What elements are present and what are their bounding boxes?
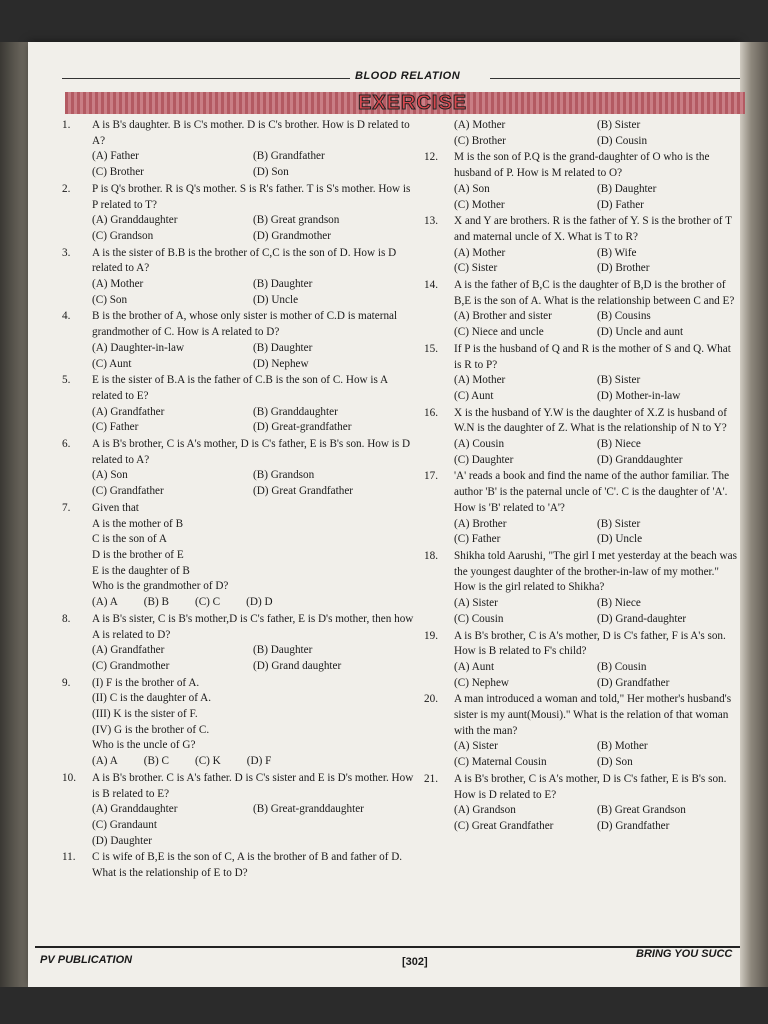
answer-option: (B) Cousins — [597, 310, 651, 323]
question-text: A is B's brother, C is A's mother, D is C's father, E is B's son. How is D related to E? — [454, 772, 727, 801]
answer-option: (A) Son — [92, 469, 128, 482]
answer-option: (C) Brother — [92, 166, 144, 179]
answer-option: (A) Granddaughter — [92, 803, 178, 816]
answer-option: (A) Mother — [454, 374, 506, 387]
answer-option: (D) Uncle and aunt — [597, 326, 684, 339]
question-number: 12. — [424, 151, 438, 164]
question-number: 14. — [424, 279, 438, 292]
answer-option: (A) Cousin — [454, 438, 505, 451]
question-text: A is B's daughter. B is C's mother. D is C's brother. How is D related to A? — [92, 119, 410, 147]
answer-options — [424, 246, 740, 277]
answer-option: (C) Son — [92, 293, 128, 306]
answer-options — [424, 660, 740, 691]
question-stem — [62, 850, 414, 881]
question-item — [424, 150, 740, 213]
header-rule-left — [62, 78, 350, 79]
question-text: A is B's brother, C is A's mother, D is C's father, F is A's son. How is B related to F's child? — [454, 629, 726, 658]
answer-option: (C) Grandaunt — [92, 818, 157, 831]
publisher-name: PV PUBLICATION — [40, 954, 133, 966]
answer-option: (A) Brother and sister — [454, 310, 552, 323]
question-number: 21. — [424, 772, 438, 785]
question-stem — [424, 772, 740, 803]
question-stem — [62, 182, 414, 213]
question-text: (I) F is the brother of A. — [92, 676, 200, 689]
question-item — [62, 437, 414, 500]
question-text: P is Q's brother. R is Q's mother. S is R's father. T is S's mother. How is P related to T? — [92, 182, 411, 211]
question-stem — [424, 692, 740, 739]
question-stem — [62, 501, 414, 517]
answer-option: (C) Cousin — [454, 612, 504, 625]
question-stem — [62, 437, 414, 468]
page-right-edge — [740, 42, 768, 987]
question-item — [424, 629, 740, 692]
question-number: 19. — [424, 629, 438, 642]
question-item — [62, 676, 414, 770]
question-stem — [62, 373, 414, 404]
question-number: 9. — [62, 676, 71, 689]
page-number: [302] — [402, 956, 428, 968]
answer-options — [424, 437, 740, 468]
question-line: (II) C is the daughter of A. — [92, 692, 211, 705]
question-stem — [424, 469, 740, 516]
answer-option: (A) Mother — [454, 119, 506, 131]
answer-options — [424, 517, 740, 548]
question-line: (III) K is the sister of F. — [92, 708, 198, 721]
answer-option: (D) Grand-daughter — [597, 612, 687, 625]
header-rule-right — [490, 78, 740, 79]
answer-option: (C) Mother — [454, 198, 505, 211]
answer-option: (B) Great grandson — [253, 214, 340, 227]
question-number: 4. — [62, 310, 71, 323]
answer-option: (A) Brother — [454, 517, 507, 530]
answer-option: (B) Grandfather — [253, 150, 325, 163]
question-stem — [424, 549, 740, 596]
question-item — [62, 118, 414, 181]
question-text: M is the son of P.Q is the grand-daughter of O who is the husband of P. How is M related to O? — [454, 151, 710, 180]
question-stem — [62, 309, 414, 340]
answer-option: (B) Cousin — [597, 660, 647, 673]
question-number: 3. — [62, 246, 71, 259]
question-line: Who is the uncle of G? — [92, 739, 196, 752]
question-stem — [424, 342, 740, 373]
answer-options — [424, 803, 740, 834]
question-number: 6. — [62, 438, 71, 451]
answer-option: (A) Grandson — [454, 804, 516, 817]
question-text: A man introduced a woman and told," Her mother's husband's sister is my aunt(Mousi)." What is the relation of that woman with the man? — [454, 693, 732, 737]
answer-option: (D) Great-grandfather — [253, 421, 352, 434]
question-stem — [62, 771, 414, 802]
answer-option: (B) Mother — [597, 740, 648, 753]
answer-option: (C) K — [194, 755, 221, 768]
answer-option: (B) Great-granddaughter — [253, 803, 364, 816]
answer-option: (B) Niece — [597, 597, 641, 610]
answer-options — [62, 213, 414, 244]
answer-option: (A) Sister — [454, 740, 498, 753]
answer-option: (B) Granddaughter — [253, 405, 338, 418]
question-item — [62, 309, 414, 372]
answer-option: (C) Aunt — [454, 389, 494, 402]
question-stem — [424, 214, 740, 245]
question-number: 18. — [424, 549, 438, 562]
question-text: A is the sister of B.B is the brother of C,C is the son of D. How is D related to A? — [92, 246, 397, 275]
answer-option: (D) Grand daughter — [253, 659, 342, 672]
answer-option: (D) D — [246, 596, 273, 609]
answer-option: (A) Father — [92, 150, 139, 163]
question-item — [424, 692, 740, 771]
answer-option: (A) Son — [454, 182, 490, 195]
question-text: 'A' reads a book and find the name of the author familiar. The author 'B' is the paternal uncle of 'C'. C is the daughter of 'A'. How is 'B' related to 'A'? — [454, 470, 730, 514]
question-item — [62, 182, 414, 245]
question-number: 2. — [62, 182, 71, 195]
answer-options — [62, 468, 414, 499]
answer-option: (A) Aunt — [454, 660, 495, 673]
answer-option: (D) Granddaughter — [597, 453, 683, 466]
answer-option: (D) Grandfather — [597, 819, 670, 832]
question-text: E is the sister of B.A is the father of C.B is the son of C. How is A related to E? — [92, 374, 388, 402]
answer-option: (B) B — [143, 596, 169, 609]
answer-option: (B) Sister — [597, 517, 641, 530]
answer-options — [62, 595, 414, 611]
question-item — [424, 118, 740, 149]
question-text: A is B's brother. C is A's father. D is C's sister and E is D's mother. How is B related to E? — [92, 771, 414, 800]
answer-option: (B) Daughter — [253, 278, 313, 291]
question-text: X is the husband of Y.W is the daughter of X.Z is husband of W.N is the daughter of Z. What is the relationship of N to Y? — [454, 406, 727, 435]
question-number: 13. — [424, 215, 438, 228]
answer-options — [62, 341, 414, 372]
question-text: A is B's brother, C is A's mother, D is C's father, E is B's son. How is D related to A? — [92, 438, 411, 466]
question-text: X and Y are brothers. R is the father of Y. S is the brother of T and maternal uncle of X. What is T to R? — [454, 215, 732, 243]
answer-option: (C) Niece and uncle — [454, 326, 544, 339]
answer-option: (C) Sister — [454, 262, 498, 275]
answer-option: (C) Grandfather — [92, 485, 164, 498]
question-number: 10. — [62, 771, 76, 784]
question-item — [424, 549, 740, 628]
answer-option: (B) Daughter — [253, 341, 313, 354]
answer-option: (B) Niece — [597, 438, 641, 451]
question-stem — [62, 118, 414, 149]
right-column — [424, 118, 740, 836]
question-item — [62, 771, 414, 850]
answer-option: (D) Father — [597, 198, 644, 211]
answer-option: (C) Grandmother — [92, 659, 170, 672]
answer-option: (A) Mother — [454, 246, 506, 259]
answer-option: (C) Brother — [454, 134, 506, 147]
answer-option: (D) Mother-in-law — [597, 389, 681, 402]
question-item — [62, 501, 414, 611]
question-item — [62, 850, 414, 881]
question-number: 1. — [62, 119, 71, 131]
footer-rule — [35, 946, 740, 948]
question-text: C is wife of B,E is the son of C, A is the brother of B and father of D. What is the relationship of E to D? — [92, 851, 403, 880]
question-line: C is the son of A — [92, 533, 167, 546]
answer-options — [62, 754, 414, 770]
answer-option: (B) Great Grandson — [597, 804, 686, 817]
answer-option: (A) A — [92, 755, 118, 768]
answer-option: (A) Grandfather — [92, 644, 165, 657]
answer-option: (C) Grandson — [92, 229, 154, 242]
answer-option: (D) Nephew — [253, 357, 309, 370]
answer-option: (B) Grandson — [253, 469, 315, 482]
answer-option: (A) Daughter-in-law — [92, 341, 185, 354]
answer-option: (B) C — [143, 755, 169, 768]
question-number: 11. — [62, 851, 76, 864]
question-item — [62, 373, 414, 436]
question-stem — [424, 150, 740, 181]
answer-options — [424, 309, 740, 340]
question-stem — [424, 278, 740, 309]
question-text: If P is the husband of Q and R is the mother of S and Q. What is R to P? — [454, 342, 731, 371]
answer-option: (B) Sister — [597, 374, 641, 387]
question-stem — [424, 629, 740, 660]
answer-option: (D) F — [246, 755, 272, 768]
footer-tagline: BRING YOU SUCC — [636, 948, 733, 960]
answer-option: (C) Daughter — [454, 453, 514, 466]
answer-option: (A) Sister — [454, 597, 498, 610]
question-text: Given that — [92, 501, 139, 514]
question-item — [424, 406, 740, 469]
answer-option: (C) Father — [92, 421, 139, 434]
question-item — [424, 342, 740, 405]
question-stem — [62, 676, 414, 692]
answer-options — [424, 118, 740, 149]
question-stem — [62, 246, 414, 277]
question-number: 5. — [62, 374, 71, 387]
answer-option: (B) Wife — [597, 246, 637, 259]
answer-option: (A) Mother — [92, 278, 144, 291]
background-bottom — [0, 987, 768, 1024]
answer-option: (D) Son — [253, 166, 289, 179]
answer-options — [424, 373, 740, 404]
question-line: A is the mother of B — [92, 517, 184, 530]
answer-option: (D) Great Grandfather — [253, 485, 354, 498]
question-text: Shikha told Aarushi, "The girl I met yesterday at the beach was the youngest daughter of the brother-in-law of my mother." How is the girl related to Shikha? — [454, 549, 737, 594]
answer-option: (B) Sister — [597, 119, 641, 131]
answer-option: (D) Daughter — [92, 834, 152, 847]
answer-options — [424, 182, 740, 213]
answer-option: (D) Grandfather — [597, 676, 670, 689]
answer-option: (B) Daughter — [597, 182, 657, 195]
question-number: 16. — [424, 406, 438, 419]
question-item — [424, 278, 740, 341]
question-text: B is the brother of A, whose only sister is mother of C.D is maternal grandmother of C. How is A related to D? — [92, 310, 398, 339]
question-number: 15. — [424, 342, 438, 355]
answer-options — [62, 802, 414, 818]
question-line: D is the brother of E — [92, 548, 184, 561]
answer-option: (A) Grandfather — [92, 405, 165, 418]
answer-options — [62, 149, 414, 180]
answer-option: (C) Father — [454, 533, 501, 546]
question-number: 7. — [62, 501, 71, 514]
answer-option: (C) C — [194, 596, 221, 609]
answer-option: (C) Maternal Cousin — [454, 756, 547, 769]
question-item — [424, 469, 740, 548]
question-item — [424, 214, 740, 277]
question-text: A is B's sister, C is B's mother,D is C's father, E is D's mother, then how A is related to D? — [92, 612, 414, 641]
answer-options — [62, 405, 414, 436]
question-text: A is the father of B,C is the daughter of B,D is the brother of B,E is the son of A. What is the relationship between C and E? — [454, 279, 735, 307]
question-stem — [424, 406, 740, 437]
exercise-title: EXERCISE — [358, 92, 468, 114]
question-number: 8. — [62, 612, 71, 625]
question-item — [62, 612, 414, 675]
question-item — [424, 772, 740, 835]
answer-option: (D) Uncle — [597, 533, 643, 546]
question-line: (IV) G is the brother of C. — [92, 723, 210, 736]
chapter-title: BLOOD RELATION — [355, 70, 461, 82]
page-left-shadow — [0, 42, 28, 987]
question-stem — [62, 612, 414, 643]
answer-option: (D) Brother — [597, 262, 650, 275]
answer-options — [424, 596, 740, 627]
question-line: E is the daughter of B — [92, 564, 190, 577]
answer-options — [62, 277, 414, 308]
answer-option: (A) Granddaughter — [92, 214, 178, 227]
answer-option: (C) Great Grandfather — [454, 819, 554, 832]
question-line: Who is the grandmother of D? — [92, 580, 229, 593]
question-number: 17. — [424, 470, 438, 483]
answer-options — [424, 739, 740, 770]
answer-option: (C) Aunt — [92, 357, 132, 370]
answer-options — [62, 643, 414, 674]
answer-option: (D) Uncle — [253, 293, 299, 306]
answer-option: (D) Cousin — [597, 134, 648, 147]
answer-option: (A) A — [92, 596, 118, 609]
question-number: 20. — [424, 693, 438, 706]
answer-option: (B) Daughter — [253, 644, 313, 657]
answer-option: (D) Son — [597, 756, 633, 769]
left-column — [62, 118, 414, 883]
answer-option: (D) Grandmother — [253, 229, 331, 242]
question-item — [62, 246, 414, 309]
answer-option: (C) Nephew — [454, 676, 509, 689]
